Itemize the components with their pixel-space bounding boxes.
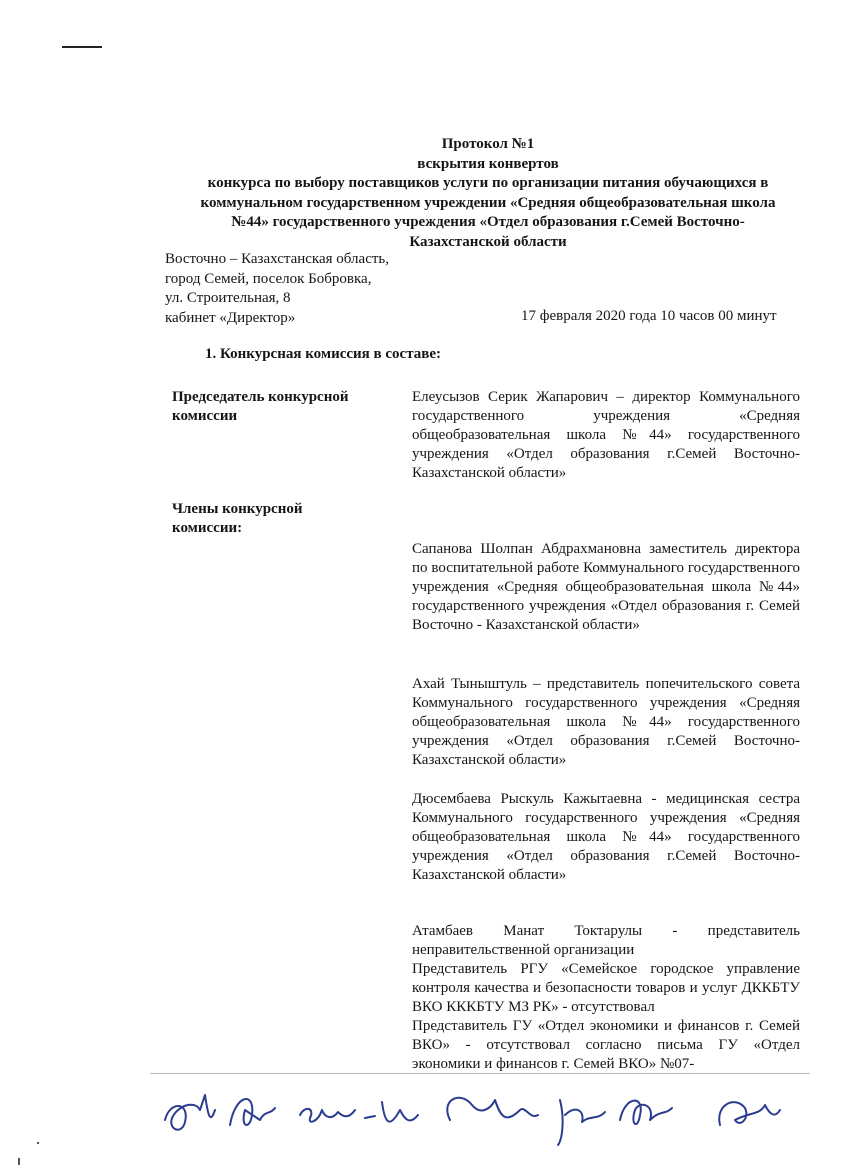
location-block <box>165 250 389 328</box>
header-line: коммунальном государственном учреждении «Средняя общеобразовательная школа <box>200 194 776 211</box>
location-line: кабинет «Директор» <box>165 309 296 326</box>
signature-baseline <box>150 1073 810 1074</box>
members-label: Члены конкурсной комиссии: <box>172 501 303 536</box>
signature-mark <box>300 1109 355 1122</box>
header-line: Казахстанской области <box>409 233 567 250</box>
signature-mark <box>365 1102 418 1122</box>
header-line: Протокол №1 <box>441 136 535 152</box>
signature-mark <box>620 1101 672 1124</box>
member-entry: Представитель РГУ «Семейское городское управление контроля качества и безопасности товаров и услуг ДККБТУ ВКО КККБТУ МЗ РК» - отсутствовал <box>412 961 800 1015</box>
signatures-image <box>160 1080 800 1150</box>
meeting-datetime: 17 февраля 2020 года 10 часов 00 минут <box>521 308 777 324</box>
signature-mark <box>165 1095 215 1130</box>
location-line: Восточно – Казахстанская область, <box>165 251 390 267</box>
member-entry: Сапанова Шолпан Абдрахмановна заместитель директора по воспитательной работе Коммунального государственного учреждения «Средняя общеобразовательная школа №44» государственного учреждения «Отдел образования г. Семей Восточно - Казахстанской области» <box>412 541 800 633</box>
member-entry: Представитель ГУ «Отдел экономики и финансов г. Семей ВКО» - отсутствовал согласно письма ГУ «Отдел экономики и финансов г. Семей ВКО» №07- <box>412 1018 800 1072</box>
member-entry: Дюсембаева Рыскуль Кажытаевна - медицинская сестра Коммунального государственного учреждения «Средняя общеобразовательная школа №44» государственного учреждения «Отдел образования г.Семей Восточно-Казахстанской области» <box>412 791 800 883</box>
section-title: 1. Конкурсная комиссия в составе: <box>205 346 442 362</box>
scan-speck <box>37 1142 39 1144</box>
protocol-header <box>168 135 808 252</box>
header-line: конкурса по выбору поставщиков услуги по организации питания обучающихся в <box>207 175 769 191</box>
header-line: №44» государственного учреждения «Отдел образования г.Семей Восточно- <box>231 214 745 230</box>
corner-mark <box>62 46 102 48</box>
member-entry: Ахай Тыныштуль – представитель попечительского совета Коммунального государственного учреждения «Средняя общеобразовательная школа №44» государственного учреждения «Отдел образования г.Семей Восточно-Казахстанской области» <box>412 676 800 768</box>
header-line: вскрытия конвертов <box>417 155 559 172</box>
signature-mark <box>719 1102 780 1125</box>
signature-mark <box>447 1098 538 1120</box>
signature-mark <box>558 1100 605 1145</box>
location-line: город Семей, поселок Бобровка, <box>165 270 372 287</box>
scan-speck <box>18 1158 20 1165</box>
signature-mark <box>230 1099 275 1125</box>
chairman-entry: Елеусызов Серик Жапарович – директор Коммунального государственного учреждения «Средняя общеобразовательная школа №44» государственного учреждения «Отдел образования г.Семей Восточно-Казахстанской области» <box>412 389 800 481</box>
chairman-label: Председатель конкурсной комиссии <box>172 389 349 424</box>
location-line: ул. Строительная, 8 <box>165 290 291 306</box>
member-entry: Атамбаев Манат Токтарулы - представитель неправительственной организации <box>412 923 800 958</box>
